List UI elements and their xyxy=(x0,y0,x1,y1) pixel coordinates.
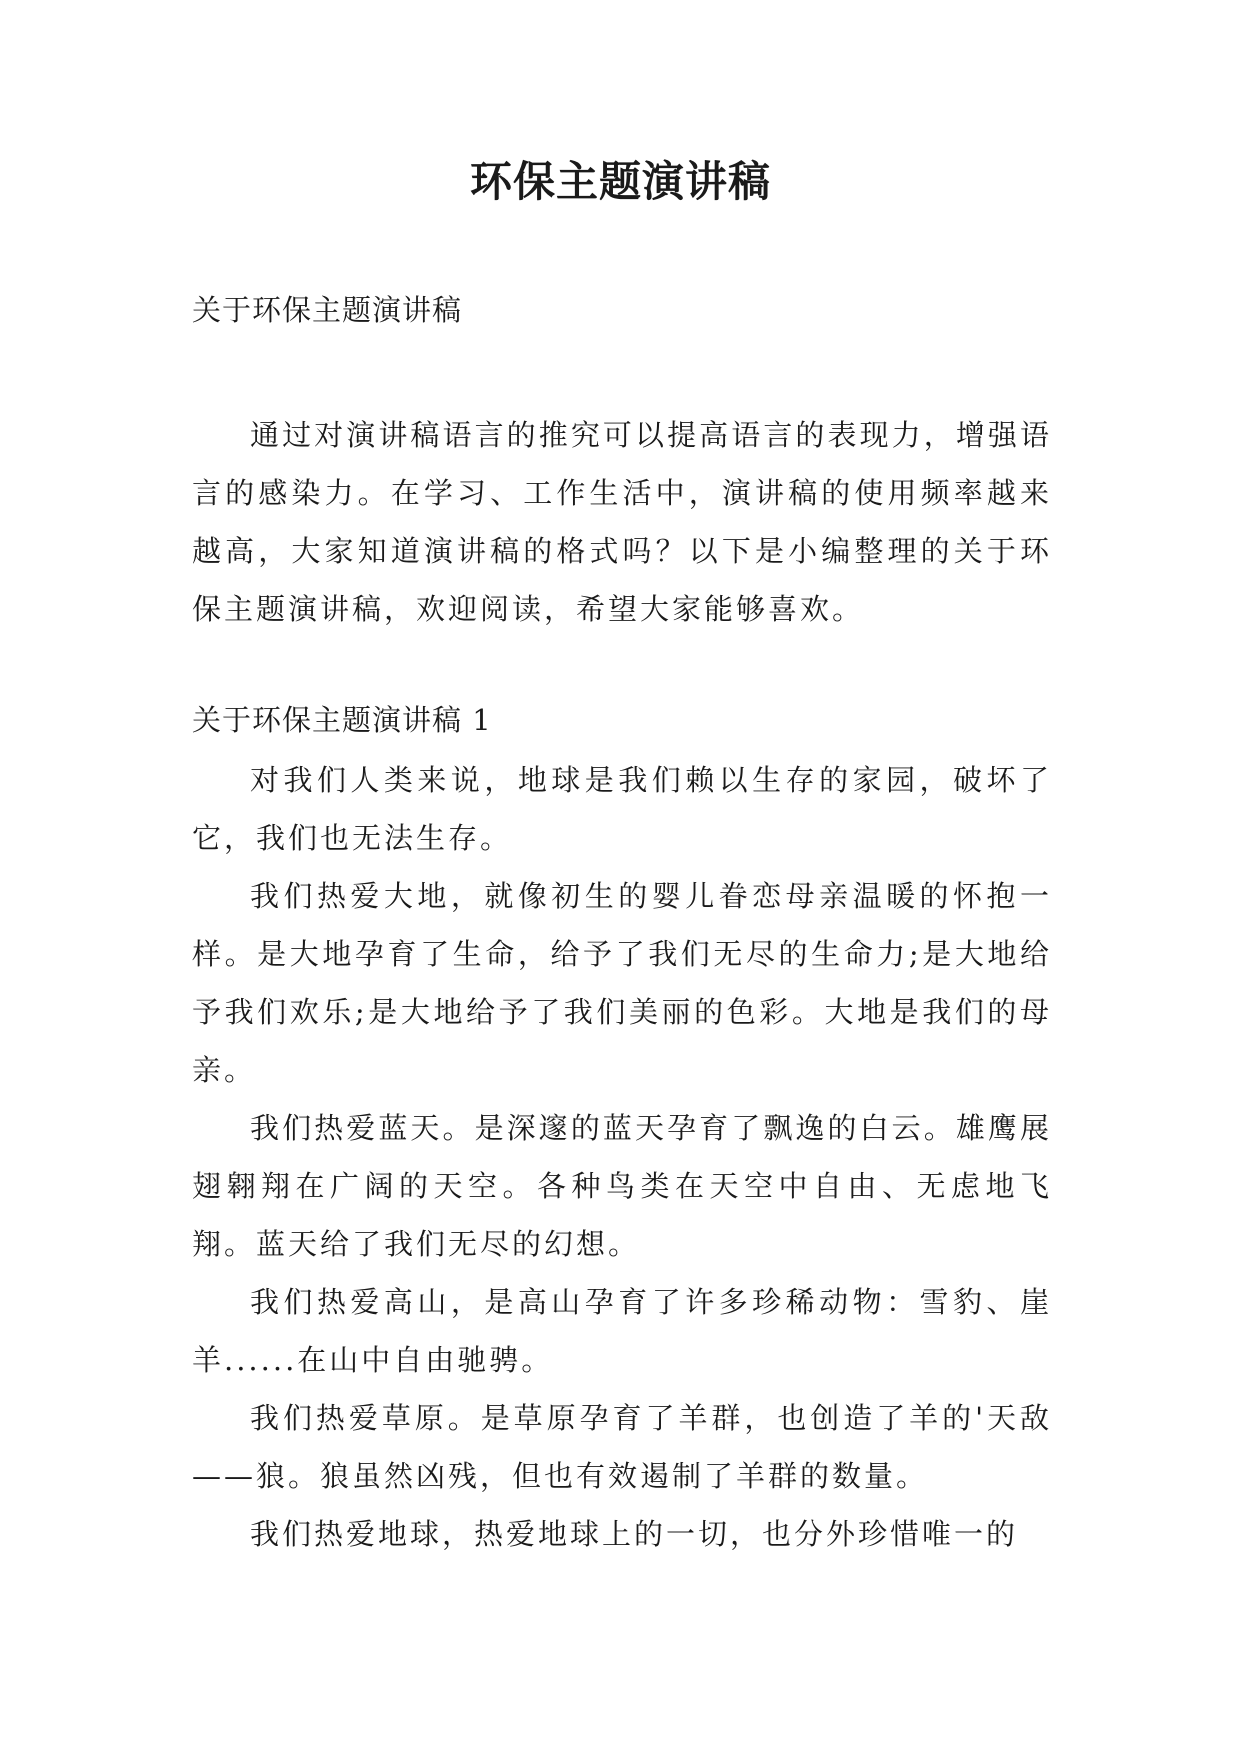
document-title: 环保主题演讲稿 xyxy=(469,157,771,206)
body-paragraph: 我们热爱蓝天。是深邃的蓝天孕育了飘逸的白云。雄鹰展翅翱翔在广阔的天空。各种鸟类在天空中自由、无虑地飞翔。蓝天给了我们无尽的幻想。 xyxy=(192,1111,1052,1261)
body-paragraph: 我们热爱地球，热爱地球上的一切，也分外珍惜唯一的 xyxy=(250,1517,1019,1551)
body-paragraph: 我们热爱草原。是草原孕育了羊群，也创造了羊的'天敌——狼。狼虽然凶残，但也有效遏制了羊群的数量。 xyxy=(192,1401,1052,1493)
body-paragraph: 对我们人类来说，地球是我们赖以生存的家园，破坏了它，我们也无法生存。 xyxy=(192,763,1052,855)
intro-paragraph: 通过对演讲稿语言的推究可以提高语言的表现力，增强语言的感染力。在学习、工作生活中，演讲稿的使用频率越来越高，大家知道演讲稿的格式吗？以下是小编整理的关于环保主题演讲稿，欢迎阅读，希望大家能够喜欢。 xyxy=(192,418,1052,626)
section-heading: 关于环保主题演讲稿 1 xyxy=(192,703,492,737)
document-subtitle: 关于环保主题演讲稿 xyxy=(192,293,463,327)
body-paragraph: 我们热爱高山，是高山孕育了许多珍稀动物：雪豹、崖羊......在山中自由驰骋。 xyxy=(192,1285,1052,1377)
body-paragraph: 我们热爱大地，就像初生的婴儿眷恋母亲温暖的怀抱一样。是大地孕育了生命，给予了我们无尽的生命力;是大地给予我们欢乐;是大地给予了我们美丽的色彩。大地是我们的母亲。 xyxy=(192,879,1052,1087)
section-body xyxy=(192,751,1052,1563)
